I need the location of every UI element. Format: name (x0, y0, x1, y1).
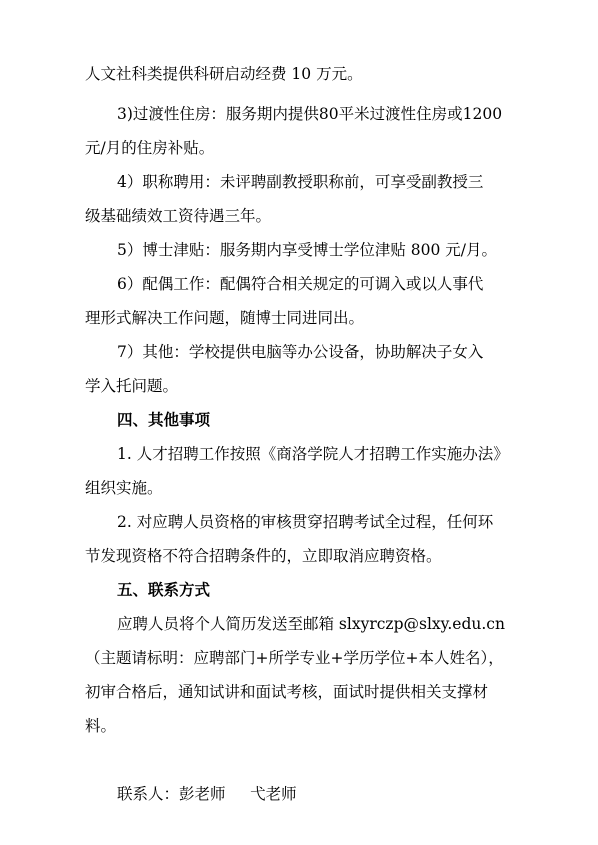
list-item-recruitment-rules: 1. 人才招聘工作按照《商洛学院人才招聘工作实施办法》 (117, 445, 509, 463)
body-text-line: 人文社科类提供科研启动经费 10 万元。 (85, 65, 363, 83)
list-item-title-appointment: 4）职称聘用：未评聘副教授职称前，可享受副教授三 (117, 173, 484, 191)
list-item-other: 7）其他：学校提供电脑等办公设备，协助解决子女入 (117, 343, 484, 361)
contact-email-line: 应聘人员将个人简历发送至邮箱 slxyrczp@slxy.edu.cn (117, 615, 505, 633)
body-text-line: 理形式解决工作问题，随博士同进同出。 (85, 309, 365, 327)
section-heading-contact: 五、联系方式 (117, 581, 211, 599)
body-text-line: 元/月的住房补贴。 (85, 139, 215, 157)
contact-persons: 联系人：彭老师 弋老师 (117, 785, 297, 803)
body-text-line: 学入托问题。 (85, 377, 179, 395)
section-heading-other-matters: 四、其他事项 (117, 411, 211, 429)
list-item-spouse-work: 6）配偶工作：配偶符合相关规定的可调入或以人事代 (117, 275, 484, 293)
body-text-line: 节发现资格不符合招聘条件的，立即取消应聘资格。 (85, 547, 442, 565)
list-item-doctoral-allowance: 5）博士津贴：服务期内享受博士学位津贴 800 元/月。 (117, 241, 498, 259)
list-item-housing: 3)过渡性住房：服务期内提供80平米过渡性住房或1200 (117, 105, 503, 123)
body-text-line: （主题请标明：应聘部门+所学专业+学历学位+本人姓名）， (85, 649, 504, 667)
body-text-line: 级基础绩效工资待遇三年。 (85, 207, 272, 225)
body-text-line: 料。 (85, 717, 117, 735)
body-text-line: 组织实施。 (85, 479, 163, 497)
body-text-line: 初审合格后，通知试讲和面试考核，面试时提供相关支撑材 (85, 683, 489, 701)
list-item-qualification-review: 2. 对应聘人员资格的审核贯穿招聘考试全过程，任何环 (117, 513, 494, 531)
